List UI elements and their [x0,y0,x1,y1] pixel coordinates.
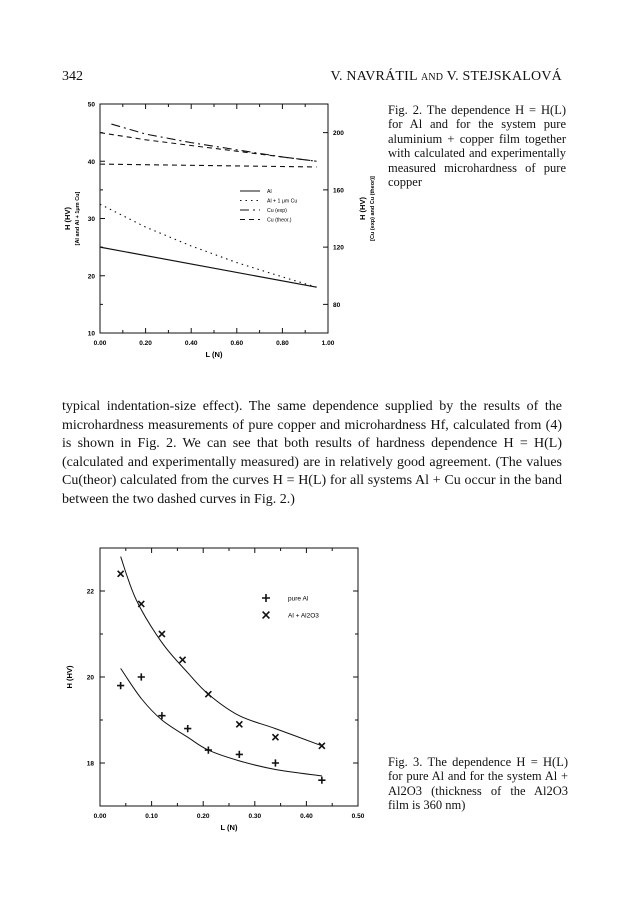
fig3-point-pure-al [138,673,145,680]
fig2-x-tick-label: 1.00 [321,340,335,347]
fig3-x-tick-label: 0.20 [196,813,210,820]
fig2-x-axis-label: L (N) [205,350,223,359]
fig2-series-line [111,124,316,161]
fig2-y-left-axis-label: H (HV) [63,207,72,230]
fig3-point-al-al2o3 [159,631,165,637]
fig2-y-right-tick-label: 200 [333,130,344,138]
fig2-y-right-axis-sublabel: [Cu (exp) and Cu (theor)] [370,176,376,241]
fig3-y-tick-label: 22 [86,588,94,596]
fig3-x-axis-label: L (N) [220,823,238,832]
fig2-x-tick-label: 0.80 [276,340,289,347]
fig3-point-pure-al [262,594,270,602]
fig3-point-pure-al [272,759,279,766]
fig3-point-al-al2o3 [236,721,242,727]
fig3-point-pure-al [236,751,243,758]
fig3-fit-curve [121,668,322,776]
fig2-series-line [100,164,317,167]
fig2-y-left-tick-label: 10 [87,330,95,338]
fig2-y-right-axis-label: H (HV) [358,197,367,220]
fig3-legend-label-al-al2o3: Al + Al2O3 [288,612,319,620]
fig3-x-tick-label: 0.40 [300,813,313,820]
fig3-point-al-al2o3 [272,734,278,740]
fig3-x-tick-label: 0.10 [145,813,158,820]
fig2-x-tick-label: 0.20 [139,340,152,347]
fig2-legend-label: Cu (theor.) [267,217,292,224]
fig3-point-pure-al [205,747,212,754]
fig2-x-tick-label: 0.00 [93,340,107,347]
fig3-y-tick-label: 18 [86,760,94,768]
fig3-point-al-al2o3 [319,743,325,749]
fig2-series-line [100,247,317,287]
running-head: V. NAVRÁTIL and V. STEJSKALOVÁ [330,69,562,84]
fig3-x-tick-label: 0.30 [248,813,262,820]
fig3-point-pure-al [318,777,325,784]
fig3-y-tick-label: 20 [86,674,94,682]
fig3-point-al-al2o3 [138,601,144,607]
fig2-y-left-tick-label: 20 [87,273,95,281]
fig2-x-tick-label: 0.60 [230,340,244,347]
figure-2-caption: Fig. 2. The dependence H = H(L) for Al and for the system pure aluminium + copper film together with calculated and experimentally measured microhardness of pure copper [388,103,566,190]
fig3-point-al-al2o3 [205,691,211,697]
fig3-legend-label-pure-al: pure Al [288,595,309,603]
fig2-y-left-tick-label: 30 [87,216,95,223]
figure-3-caption: Fig. 3. The dependence H = H(L) for pure Al and for the system Al + Al2O3 (thickness of the Al2O3 film is 360 nm) [388,755,568,813]
fig3-point-al-al2o3 [118,571,124,577]
fig2-y-right-tick-label: 80 [333,301,341,309]
fig2-plot-frame [100,104,328,333]
fig2-y-left-tick-label: 40 [87,158,95,166]
fig3-x-tick-label: 0.00 [93,813,107,820]
fig2-y-left-tick-label: 50 [87,101,95,109]
fig3-point-al-al2o3 [263,612,270,619]
fig2-legend-label: Al + 1 μm Cu [267,198,298,205]
fig3-fit-curve [121,557,322,746]
fig2-legend-label: Al [267,189,272,195]
fig2-y-right-tick-label: 160 [333,187,344,195]
fig3-x-tick-label: 0.50 [351,813,365,820]
page-number: 342 [62,69,83,84]
fig2-x-tick-label: 0.40 [184,340,198,347]
fig2-legend-label: Cu (exp) [267,208,287,214]
body-paragraph: typical indentation-size effect). The same dependence supplied by the results of the microhardness measurements of pure copper and microhardness Hf, calculated from (4) is shown in Fig. 2. We can see that both results of hardness dependence H = H(L) (calculated and experimentally measured) are in relatively good agreement. (The values Cu(theor) calculated from the curves H = H(L) for all systems Al + Cu occur in the band between the two dashed curves in Fig. 2.) [62,399,562,507]
fig3-point-al-al2o3 [180,657,186,663]
fig2-y-right-tick-label: 120 [333,244,344,252]
fig2-y-left-axis-sublabel: [Al and Al + 1μm Cu] [75,191,81,246]
fig3-point-pure-al [117,682,124,689]
fig3-point-pure-al [184,725,191,732]
fig3-y-axis-label: H (HV) [65,665,74,689]
